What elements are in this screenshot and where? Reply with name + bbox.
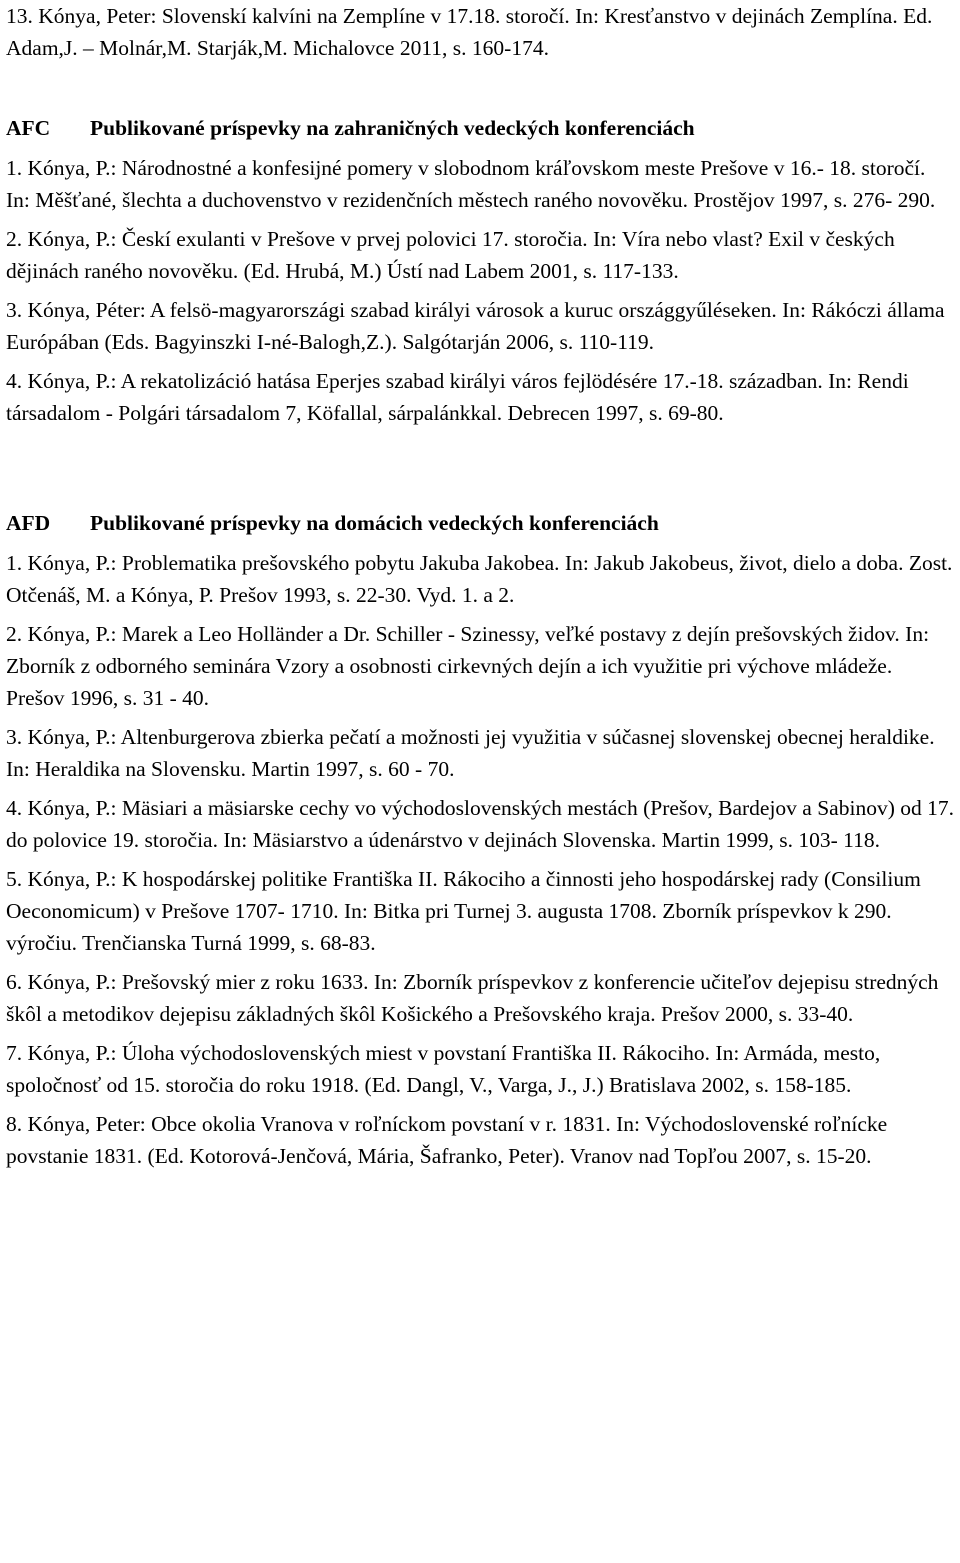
afd-entry-8: 8. Kónya, Peter: Obce okolia Vranova v roľníckom povstaní v r. 1831. In: Východoslovenské roľnícke povstanie 1831. (Ed. Kotorová-Jenčová, Mária, Šafranko, Peter). Vranov nad Topľou 2007, s. 15-20. [6,1112,888,1168]
afc-entry-2: 2. Kónya, P.: Českí exulanti v Prešove v prvej polovici 17. storočia. In: Víra nebo vlast? Exil v českých dějinách raného novověku. (Ed. Hrubá, M.) Ústí nad Labem 2001, s. 117-133. [6,227,895,283]
afc-entry-1: 1. Kónya, P.: Národnostné a konfesijné pomery v slobodnom kráľovskom meste Prešove v 16.- 18. storočí. In: Měšťané, šlechta a duchovenstvo v rezidenčních městech raného novověku. Prostějov 1997, s. 276- 290. [6,156,936,212]
section-title-afd: Publikované príspevky na domácich vedeckých konferenciách [90,511,659,535]
section-heading-afd [6,507,954,539]
afd-entry-5: 5. Kónya, P.: K hospodárskej politike Františka II. Rákociho a činnosti jeho hospodárskej rady (Consilium Oeconomicum) v Prešove 1707- 1710. In: Bitka pri Turnej 3. augusta 1708. Zborník príspevkov k 290. výročiu. Trenčianska Turná 1999, s. 68-83. [6,867,921,955]
bibliography-entry-intro-13: 13. Kónya, Peter: Slovenskí kalvíni na Zemplíne v 17.18. storočí. In: Kresťanstvo v dejinách Zemplína. Ed. Adam,J. – Molnár,M. Starják,M. Michalovce 2011, s. 160-174. [6,4,933,60]
section-code-afd: AFD [6,511,51,535]
afd-entry-2: 2. Kónya, P.: Marek a Leo Holländer a Dr. Schiller - Szinessy, veľké postavy z dejín prešovských židov. In: Zborník z odborného seminára Vzory a osobnosti cirkevných dejín a ich využitie pri výchove mládeže. Prešov 1996, s. 31 - 40. [6,622,930,710]
afd-entry-3: 3. Kónya, P.: Altenburgerova zbierka pečatí a možnosti jej využitia v súčasnej slovenskej obecnej heraldike. In: Heraldika na Slovensku. Martin 1997, s. 60 - 70. [6,725,935,781]
afd-entry-4: 4. Kónya, P.: Mäsiari a mäsiarske cechy vo východoslovenských mestách (Prešov, Bardejov a Sabinov) od 17. do polovice 19. storočia. In: Mäsiarstvo a údenárstvo v dejinách Slovenska. Martin 1999, s. 103- 118. [6,796,954,852]
afd-entry-6: 6. Kónya, P.: Prešovský mier z roku 1633. In: Zborník príspevkov z konferencie učiteľov dejepisu stredných škôl a metodikov dejepisu základných škôl Košického a Prešovského kraja. Prešov 2000, s. 33-40. [6,970,939,1026]
afd-entry-1: 1. Kónya, P.: Problematika prešovského pobytu Jakuba Jakobea. In: Jakub Jakobeus, život, dielo a doba. Zost. Otčenáš, M. a Kónya, P. Prešov 1993, s. 22-30. Vyd. 1. a 2. [6,551,953,607]
section-title-afc: Publikované príspevky na zahraničných vedeckých konferenciách [90,116,695,140]
afc-entry-3: 3. Kónya, Péter: A felsö-magyarországi szabad királyi városok a kuruc országgyűléseken. In: Rákóczi állama Európában (Eds. Bagyinszki I-né-Balogh,Z.). Salgótarján 2006, s. 110-119. [6,298,945,354]
section-heading-afc [6,112,954,144]
afc-entry-4: 4. Kónya, P.: A rekatolizáció hatása Eperjes szabad királyi város fejlödésére 17.-18. században. In: Rendi társadalom - Polgári társadalom 7, Köfallal, sárpalánkkal. Debrecen 1997, s. 69-80. [6,369,909,425]
section-code-afc: AFC [6,116,51,140]
afd-entry-7: 7. Kónya, P.: Úloha východoslovenských miest v povstaní Františka II. Rákociho. In: Armáda, mesto, spoločnosť od 15. storočia do roku 1918. (Ed. Dangl, V., Varga, J., J.) Bratislava 2002, s. 158-185. [6,1041,881,1097]
